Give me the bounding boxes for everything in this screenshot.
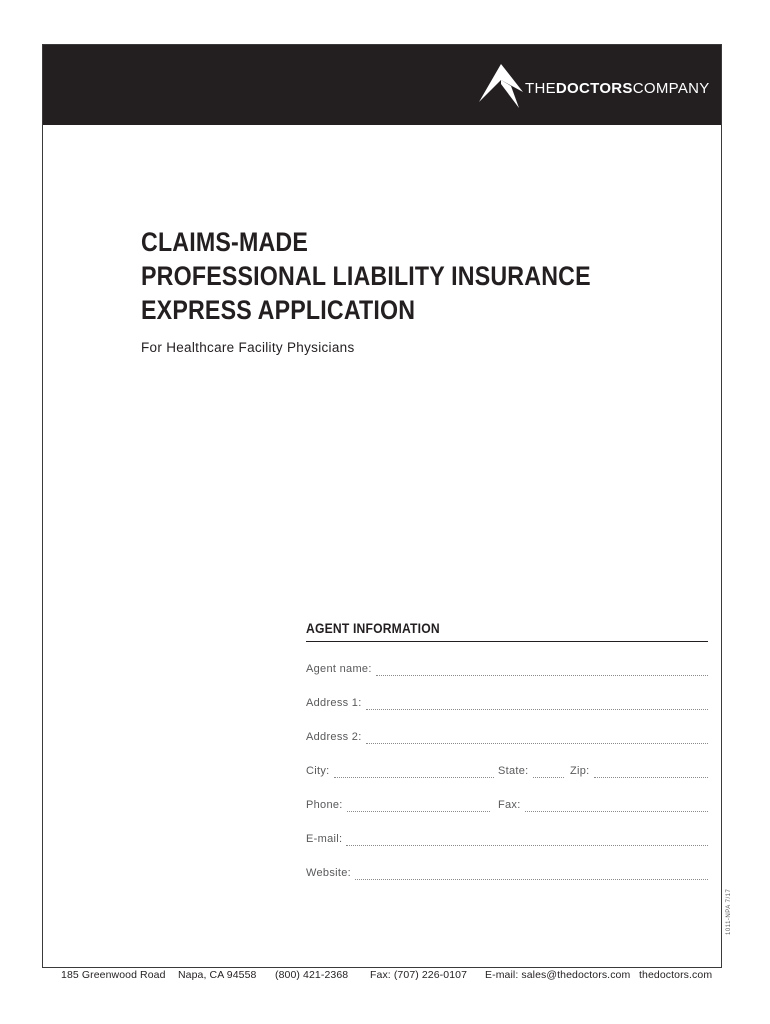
zip-field[interactable] <box>594 763 708 778</box>
title-line-2: PROFESSIONAL LIABILITY INSURANCE <box>141 261 591 291</box>
agent-name-row <box>306 656 708 676</box>
fax-field[interactable] <box>525 797 708 812</box>
footer-email: E-mail: sales@thedoctors.com <box>485 969 631 981</box>
phone-label: Phone: <box>306 799 343 811</box>
state-field[interactable] <box>533 763 564 778</box>
title-line-3: EXPRESS APPLICATION <box>141 295 416 325</box>
city-state-zip-row <box>306 758 708 778</box>
header-band <box>43 45 721 125</box>
email-field[interactable] <box>346 831 708 846</box>
website-field[interactable] <box>355 865 708 880</box>
email-row <box>306 826 708 846</box>
address1-row <box>306 690 708 710</box>
address2-row <box>306 724 708 744</box>
phone-fax-row <box>306 792 708 812</box>
footer-fax: Fax: (707) 226-0107 <box>370 969 468 981</box>
agent-name-field[interactable] <box>376 661 708 676</box>
agent-name-label: Agent name: <box>306 663 372 675</box>
document-title <box>141 225 591 327</box>
logo-wordmark: THEDOCTORSCOMPANY <box>525 79 710 97</box>
company-logo <box>477 65 710 107</box>
address1-field[interactable] <box>366 695 708 710</box>
website-label: Website: <box>306 867 351 879</box>
address2-label: Address 2: <box>306 731 362 743</box>
agent-information-heading: AGENT INFORMATION <box>306 621 708 642</box>
zip-label: Zip: <box>570 765 590 777</box>
website-row <box>306 860 708 880</box>
agent-information-section <box>306 621 708 880</box>
document-subtitle: For Healthcare Facility Physicians <box>141 340 355 355</box>
application-page <box>42 44 732 981</box>
footer-website: thedoctors.com <box>639 969 713 981</box>
address1-label: Address 1: <box>306 697 362 709</box>
city-label: City: <box>306 765 330 777</box>
email-label: E-mail: <box>306 833 343 845</box>
footer-city: Napa, CA 94558 <box>178 969 257 981</box>
city-field[interactable] <box>334 763 495 778</box>
phone-field[interactable] <box>347 797 490 812</box>
page-footer <box>43 967 721 987</box>
footer-phone: (800) 421-2368 <box>275 969 349 981</box>
form-code: 1011-NPA 7/17 <box>726 888 732 935</box>
footer-street: 185 Greenwood Road <box>61 969 166 981</box>
title-line-1: CLAIMS-MADE <box>141 227 309 257</box>
arrowhead-logo-icon <box>477 64 523 108</box>
state-label: State: <box>498 765 529 777</box>
address2-field[interactable] <box>366 729 708 744</box>
fax-label: Fax: <box>498 799 521 811</box>
